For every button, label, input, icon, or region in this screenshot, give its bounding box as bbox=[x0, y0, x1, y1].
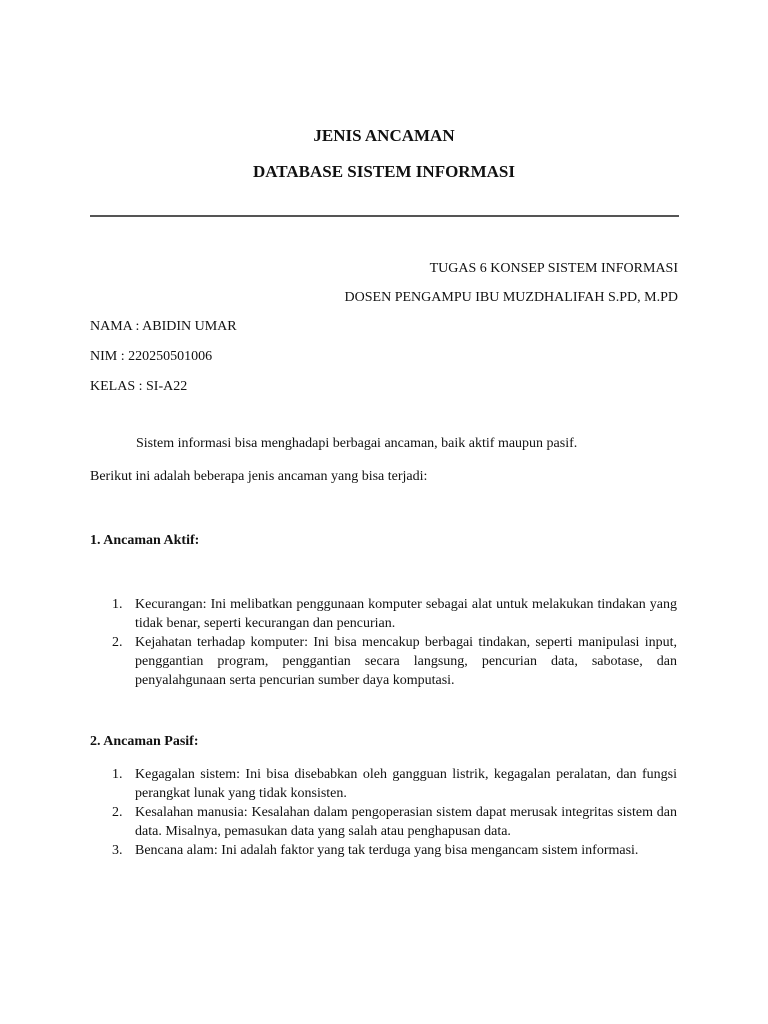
list-item-number: 2. bbox=[112, 635, 123, 650]
active-threats-list bbox=[90, 595, 677, 690]
document-subtitle: DATABASE SISTEM INFORMASI bbox=[253, 162, 515, 181]
intro-paragraph: Sistem informasi bisa menghadapi berbagai ancaman, baik aktif maupun pasif. bbox=[136, 436, 578, 451]
passive-threats-list bbox=[90, 765, 677, 860]
list-item bbox=[90, 633, 677, 690]
list-item-text: Kejahatan terhadap komputer: Ini bisa mencakup berbagai tindakan, seperti manipulasi input, penggantian program, penggantian secara langsung, pencurian data, sabotase, dan penyalahgunaan serta pencurian sumber daya komputasi. bbox=[135, 635, 677, 688]
list-item-number: 1. bbox=[112, 767, 123, 782]
list-item-text: Kegagalan sistem: Ini bisa disebabkan oleh gangguan listrik, kegagalan peralatan, dan fungsi perangkat lunak yang tidak konsisten. bbox=[135, 767, 677, 801]
list-item-number: 3. bbox=[112, 843, 123, 858]
list-item-number: 1. bbox=[112, 597, 123, 612]
active-threats-heading: 1. Ancaman Aktif: bbox=[90, 533, 200, 548]
list-item-text: Bencana alam: Ini adalah faktor yang tak terduga yang bisa mengancam sistem informasi. bbox=[135, 843, 639, 858]
list-item-number: 2. bbox=[112, 805, 123, 820]
document-title: JENIS ANCAMAN bbox=[313, 126, 455, 145]
list-item bbox=[90, 595, 677, 633]
lecturer-label: DOSEN PENGAMPU IBU MUZDHALIFAH S.PD, M.PD bbox=[344, 290, 678, 305]
lead-paragraph: Berikut ini adalah beberapa jenis ancaman yang bisa terjadi: bbox=[90, 469, 428, 484]
horizontal-divider bbox=[90, 215, 679, 217]
list-item bbox=[90, 841, 677, 860]
student-name: NAMA : ABIDIN UMAR bbox=[90, 319, 237, 334]
student-class: KELAS : SI-A22 bbox=[90, 379, 188, 394]
list-item bbox=[90, 803, 677, 841]
passive-threats-heading: 2. Ancaman Pasif: bbox=[90, 734, 199, 749]
list-item-text: Kecurangan: Ini melibatkan penggunaan komputer sebagai alat untuk melakukan tindakan yang tidak benar, seperti kecurangan dan pencurian. bbox=[135, 597, 677, 631]
list-item-text: Kesalahan manusia: Kesalahan dalam pengoperasian sistem dapat merusak integritas sistem dan data. Misalnya, pemasukan data yang salah atau penghapusan data. bbox=[135, 805, 677, 839]
assignment-label: TUGAS 6 KONSEP SISTEM INFORMASI bbox=[429, 261, 678, 276]
list-item bbox=[90, 765, 677, 803]
student-nim: NIM : 220250501006 bbox=[90, 349, 213, 364]
